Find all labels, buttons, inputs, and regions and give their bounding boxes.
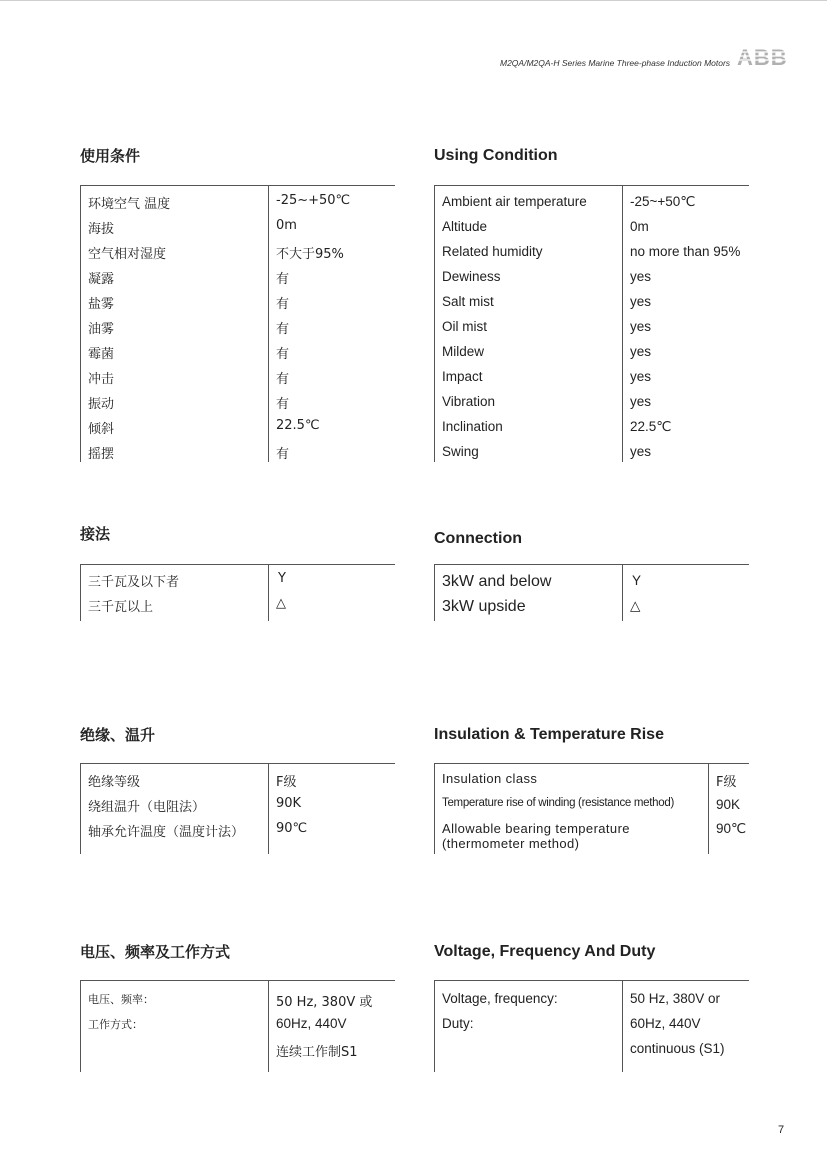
table-row: Ambient air temperature -25~+50℃ <box>442 194 696 209</box>
using-condition-table-en <box>434 185 749 462</box>
table-row: 电压、频率： <box>88 993 154 1006</box>
table-row: 环境空气 温度 -25~+50℃ <box>88 193 351 212</box>
series-header: M2QA/M2QA-H Series Marine Three-phase Induction Motors <box>500 58 731 68</box>
connection-table-cn <box>80 564 395 621</box>
table-row: 振动 有 <box>88 397 290 412</box>
abb-logo <box>737 46 789 68</box>
table-row: 盐雾 有 <box>88 297 290 312</box>
voltage-table-cn <box>80 980 395 1072</box>
table-row: Duty: 60Hz, 440V <box>442 1016 701 1031</box>
table-row: 连续工作制S1 <box>276 1045 358 1060</box>
table-row: Insulation class F级 <box>442 771 737 790</box>
top-rule <box>0 0 827 1</box>
insulation-title-cn: 绝缘、温升 <box>80 726 156 744</box>
table-row: Salt mist yes <box>442 294 652 309</box>
voltage-title-en: Voltage, Frequency And Duty <box>434 943 656 960</box>
table-row: Mildew yes <box>442 344 652 359</box>
table-row: 3kW and below Y <box>442 573 642 590</box>
bearing-temp-label-2: (thermometer method) <box>442 836 580 851</box>
table-row: 摇摆 有 <box>88 447 290 462</box>
voltage-table-en <box>434 980 749 1072</box>
table-row: 三千瓦以上 △ <box>88 596 286 615</box>
table-row: Dewiness yes <box>442 269 652 284</box>
voltage-title-cn: 电压、频率及工作方式 <box>80 943 231 961</box>
table-row: 轴承允许温度（温度计法） 90℃ <box>88 821 308 840</box>
page-number: 7 <box>778 1124 785 1136</box>
table-row: Related humidity no more than 95% <box>442 244 741 259</box>
table-row: 绕组温升（电阻法） 90K <box>88 796 302 815</box>
table-row: 油雾 有 <box>88 322 290 337</box>
table-row: Voltage, frequency: 50 Hz, 380V or <box>442 991 721 1006</box>
table-row: Inclination 22.5℃ <box>442 419 672 434</box>
insulation-title-en: Insulation & Temperature Rise <box>434 726 664 743</box>
using-condition-table-cn <box>80 185 395 462</box>
table-row: 冲击 有 <box>88 372 290 387</box>
using-condition-title-en: Using Condition <box>434 147 558 164</box>
table-row: Altitude 0m <box>442 219 649 234</box>
svg-text:ABB: ABB <box>737 46 788 68</box>
table-row: 3kW upside △ <box>442 598 641 615</box>
table-row: 空气相对湿度 不大于95% <box>88 247 344 262</box>
table-row: 绝缘等级 F级 <box>88 775 297 790</box>
table-row: 60Hz, 440V <box>276 1016 347 1031</box>
table-row: 霉菌 有 <box>88 347 290 362</box>
table-row: 50 Hz, 380V 或 <box>276 995 373 1010</box>
table-row: Temperature rise of winding (resistance method) 90K <box>442 797 741 812</box>
connection-table-en <box>434 564 749 621</box>
table-row: 凝露 有 <box>88 272 290 287</box>
table-row: Oil mist yes <box>442 319 652 334</box>
table-row: 海拔 0m <box>88 218 297 237</box>
table-row: Allowable bearing temperature (thermometer method) 90℃ <box>442 821 747 851</box>
insulation-table-cn <box>80 763 395 854</box>
bearing-temp-label: Allowable bearing temperature <box>442 821 630 836</box>
table-row: 三千瓦及以下者 Y <box>88 571 286 590</box>
table-row: continuous (S1) <box>630 1041 725 1056</box>
connection-title-cn: 接法 <box>80 525 111 543</box>
using-condition-title-cn: 使用条件 <box>80 147 141 165</box>
connection-title-en: Connection <box>434 530 522 547</box>
table-row: Vibration yes <box>442 394 652 409</box>
table-row: 倾斜 22.5℃ <box>88 418 320 437</box>
table-row: Swing yes <box>442 444 652 459</box>
table-row: 工作方式： <box>88 1018 143 1031</box>
table-row: Impact yes <box>442 369 652 384</box>
insulation-table-en <box>434 763 749 854</box>
